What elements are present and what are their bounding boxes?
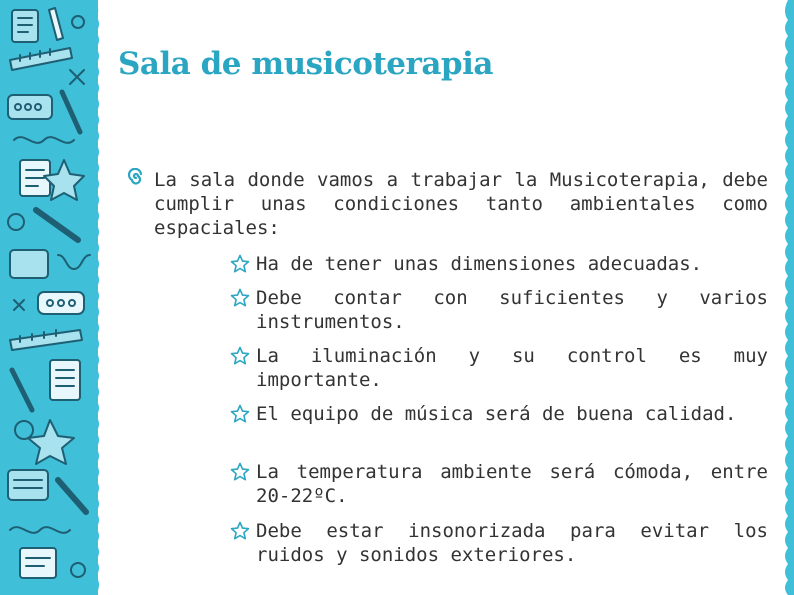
- decorative-doodle-strip: [0, 0, 98, 595]
- wavy-border-left: [92, 0, 104, 595]
- requirement-text: La temperatura ambiente será cómoda, entre 20-22ºC.: [256, 461, 768, 507]
- star-outline-icon: [230, 404, 250, 424]
- star-outline-icon: [230, 288, 250, 308]
- requirement-text: Debe estar insonorizada para evitar los ruidos y sonidos exteriores.: [256, 520, 768, 566]
- star-outline-icon: [230, 462, 250, 482]
- requirement-text: Ha de tener unas dimensiones adecuadas.: [256, 253, 703, 275]
- requirement-text: El equipo de música será de buena calidad.: [256, 403, 737, 425]
- star-outline-icon: [230, 346, 250, 366]
- requirement-text: Debe contar con suficientes y varios instrumentos.: [256, 287, 768, 333]
- requirement-text: La iluminación y su control es muy importante.: [256, 345, 768, 391]
- wavy-border-right: [780, 0, 794, 595]
- doodle-pattern-icon: [0, 0, 98, 595]
- intro-paragraph: La sala donde vamos a trabajar la Musicoterapia, debe cumplir unas condiciones tanto ambientales como espaciales:: [154, 169, 768, 239]
- star-outline-icon: [230, 521, 250, 541]
- star-outline-icon: [230, 254, 250, 274]
- slide-title: Sala de musicoterapia: [118, 46, 493, 82]
- spiral-icon: [126, 168, 146, 188]
